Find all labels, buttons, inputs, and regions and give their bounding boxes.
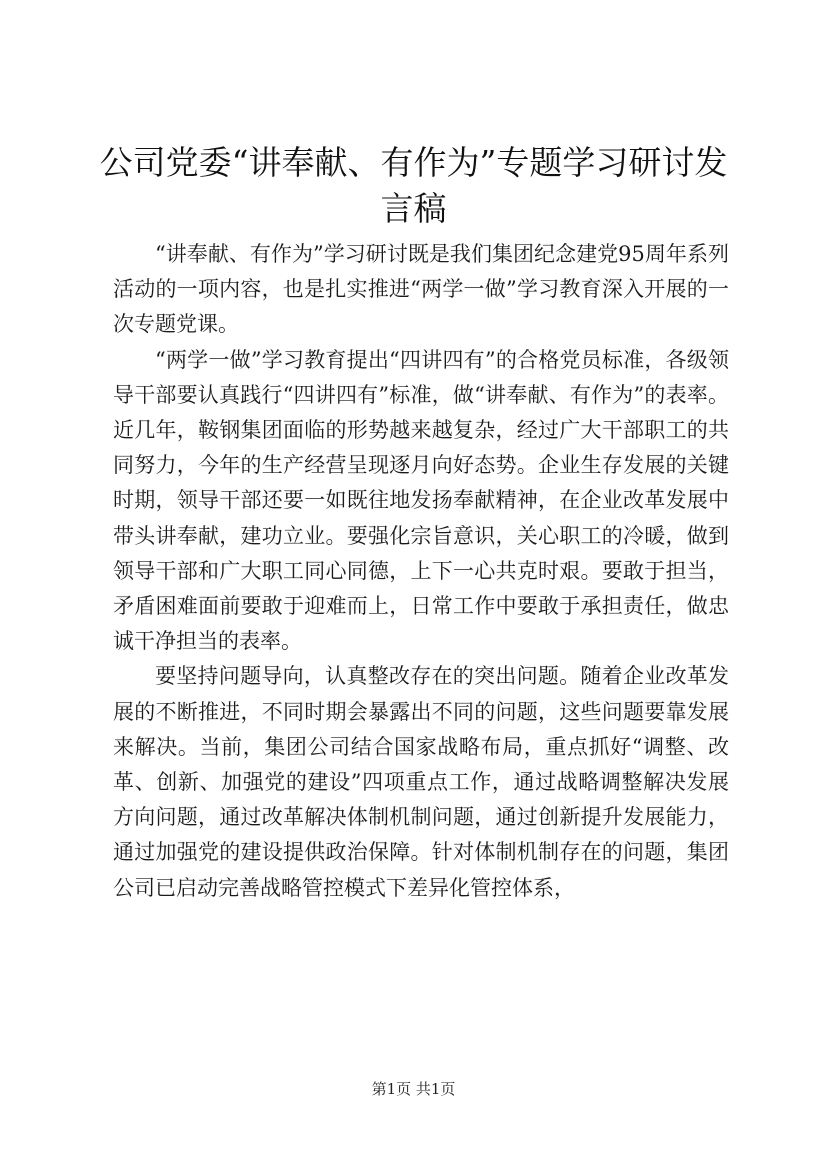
paragraph-1: “讲奉献、有作为”学习研讨既是我们集团纪念建党95周年系列活动的一项内容，也是扎实推进“两学一做”学习教育深入开展的一次专题党课。 xyxy=(113,242,729,337)
document-title: 公司党委“讲奉献、有作为”专题学习研讨发言稿 xyxy=(99,143,728,228)
paragraph-2: “两学一做”学习教育提出“四讲四有”的合格党员标准，各级领导干部要认真践行“四讲四有”标准，做“讲奉献、有作为”的表率。近几年，鞍钢集团面临的形势越来越复杂，经过广大干部职工的共同努力，今年的生产经营呈现逐月向好态势。企业生存发展的关键时期，领导干部还要一如既往地发扬奉献精神，在企业改革发展中带头讲奉献，建功立业。要强化宗旨意识，关心职工的冷暖，做到领导干部和广大职工同心同德，上下一心共克时艰。要敢于担当，矛盾困难面前要敢于迎难而上，日常工作中要敢于承担责任，做忠诚干净担当的表率。 xyxy=(113,347,729,654)
paragraph-3: 要坚持问题导向，认真整改存在的突出问题。随着企业改革发展的不断推进，不同时期会暴露出不同的问题，这些问题要靠发展来解决。当前，集团公司结合国家战略布局，重点抓好“调整、改革、创新、加强党的建设”四项重点工作，通过战略调整解决发展方向问题，通过改革解决体制机制问题，通过创新提升发展能力，通过加强党的建设提供政治保障。针对体制机制存在的问题，集团公司已启动完善战略管控模式下差异化管控体系， xyxy=(113,664,729,900)
document-body xyxy=(113,237,729,906)
page-footer: 第1页 共1页 xyxy=(371,1080,456,1098)
